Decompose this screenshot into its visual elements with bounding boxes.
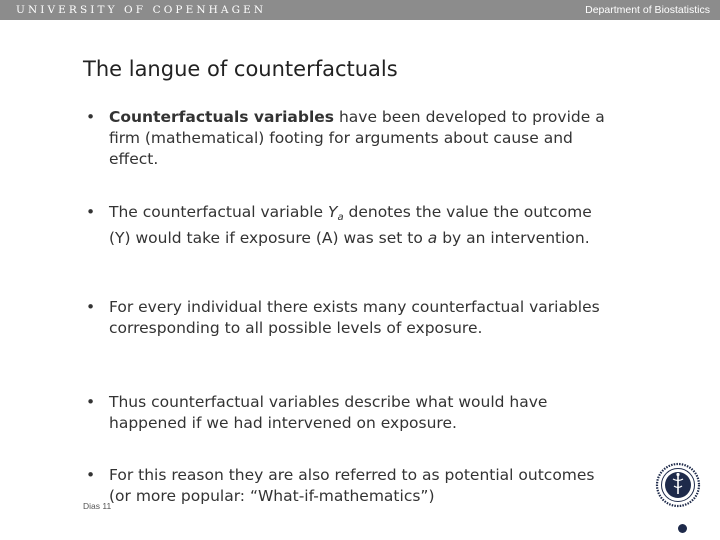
bullet-text bbox=[109, 202, 606, 249]
math-symbol: Y bbox=[327, 203, 338, 221]
bullet-text bbox=[109, 107, 606, 170]
slide-title: The langue of counterfactuals bbox=[83, 57, 398, 81]
university-seal-icon bbox=[655, 462, 701, 508]
slide-number: Dias 11 bbox=[83, 501, 112, 511]
bullet-marker: • bbox=[86, 466, 96, 484]
university-name: UNIVERSITY OF COPENHAGEN bbox=[16, 4, 267, 16]
bullet-marker: • bbox=[86, 108, 96, 126]
bullet-text: For every individual there exists many counterfactual variables corresponding to all possible levels of exposure. bbox=[109, 298, 600, 337]
math-subscript: a bbox=[337, 212, 344, 223]
bullet-text: For this reason they are also referred to as potential outcomes (or more popular: “What-if-mathematics”) bbox=[109, 466, 595, 505]
bullet-text: Thus counterfactual variables describe what would have happened if we had intervened on exposure. bbox=[109, 393, 548, 432]
bullet-text-part: The counterfactual variable bbox=[109, 203, 328, 221]
math-italic: a bbox=[427, 229, 438, 247]
bullet-marker: • bbox=[86, 393, 96, 411]
bullet-text-part: denotes the value the outcome (Y) would take if exposure (A) was set to bbox=[109, 203, 592, 247]
bullet-item bbox=[86, 465, 606, 507]
bullet-bold-term: Counterfactuals variables bbox=[109, 108, 335, 126]
bullet-item bbox=[86, 297, 606, 339]
bullet-marker: • bbox=[86, 298, 96, 316]
header-bar bbox=[0, 0, 720, 20]
bullet-item bbox=[86, 107, 606, 170]
bullet-marker: • bbox=[86, 203, 96, 221]
bullet-text-rest: have been developed to provide a firm (mathematical) footing for arguments about cause and effect. bbox=[109, 108, 605, 168]
bullet-item bbox=[86, 392, 606, 434]
bullet-text-part: by an intervention. bbox=[437, 229, 590, 247]
department-name: Department of Biostatistics bbox=[585, 4, 710, 16]
nav-dot bbox=[678, 524, 687, 533]
bullet-item bbox=[86, 202, 606, 249]
